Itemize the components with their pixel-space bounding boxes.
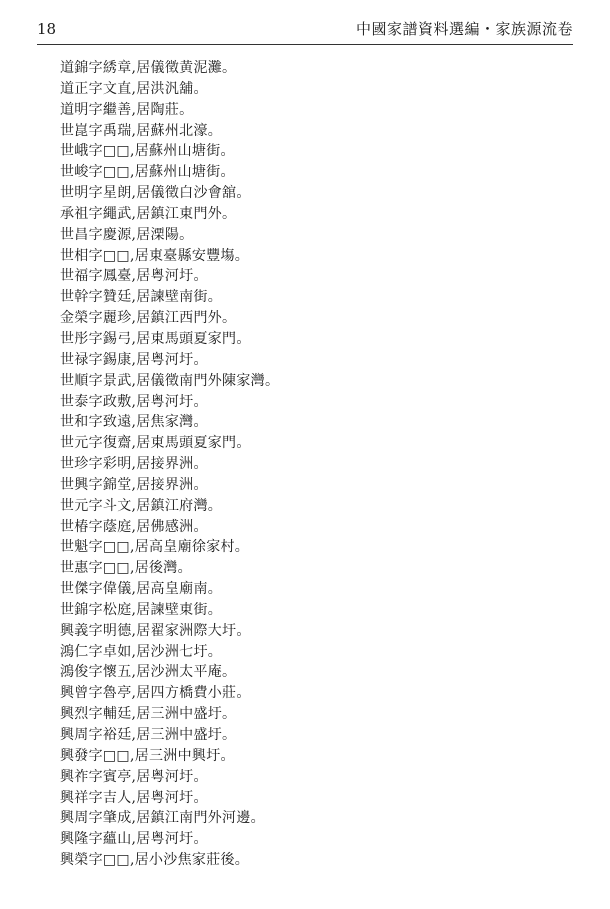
running-title: 中國家譜資料選編・家族源流卷 xyxy=(355,20,573,38)
genealogy-entry: 鴻俊字懷五,居沙洲太平庵。 xyxy=(60,664,237,681)
genealogy-entry: 世惠字□□,居後灣。 xyxy=(60,560,192,577)
genealogy-entry: 世相字□□,居東臺縣安豐塲。 xyxy=(60,247,250,264)
genealogy-entry: 世椿字蔭庭,居佛感洲。 xyxy=(60,518,208,535)
genealogy-entry: 世錦字松庭,居諫壁東街。 xyxy=(60,601,223,618)
genealogy-entry: 世珍字彩明,居接界洲。 xyxy=(60,456,208,473)
genealogy-entry: 世峻字□□,居蘇州山塘街。 xyxy=(60,164,235,181)
genealogy-entry: 道錦字綉章,居儀徵黄泥灘。 xyxy=(60,60,237,76)
genealogy-entry: 世幹字贊廷,居諫壁南街。 xyxy=(60,289,223,306)
header-rule xyxy=(37,44,573,45)
genealogy-entry: 世傑字偉儀,居高皇廟南。 xyxy=(60,581,223,598)
genealogy-entry: 興義字明德,居翟家洲際大圩。 xyxy=(60,622,251,639)
genealogy-entry: 世元字復齋,居東馬頭夏家門。 xyxy=(60,435,251,452)
genealogy-entry: 世魁字□□,居高皇廟徐家村。 xyxy=(60,539,250,556)
genealogy-entry: 世泰字政敷,居粤河圩。 xyxy=(60,393,208,410)
genealogy-entry-list xyxy=(60,58,279,871)
genealogy-entry: 世彤字錫弓,居東馬頭夏家門。 xyxy=(60,330,251,347)
genealogy-entry: 世福字鳳臺,居粤河圩。 xyxy=(60,268,208,285)
genealogy-entry: 世禄字錫康,居粤河圩。 xyxy=(60,351,208,368)
genealogy-entry: 興榮字□□,居小沙焦家莊後。 xyxy=(60,852,250,869)
genealogy-entry: 世順字景武,居儀徵南門外陳家灣。 xyxy=(60,372,280,389)
genealogy-entry: 世崑字禹瑞,居蘇州北濠。 xyxy=(60,122,223,139)
genealogy-entry: 道明字繼善,居陶莊。 xyxy=(60,101,194,118)
genealogy-entry: 興周字肇成,居鎮江南門外河邊。 xyxy=(60,810,265,827)
genealogy-entry: 興祥字吉人,居粤河圩。 xyxy=(60,789,208,806)
genealogy-entry: 世和字致遠,居焦家灣。 xyxy=(60,414,208,431)
genealogy-entry: 興曾字魯亭,居四方橋費小莊。 xyxy=(60,685,251,702)
genealogy-entry: 世峨字□□,居蘇州山塘街。 xyxy=(60,143,235,160)
page-number: 18 xyxy=(37,20,57,38)
genealogy-entry: 世明字星朗,居儀徵白沙會舘。 xyxy=(60,185,251,202)
genealogy-entry: 世昌字慶源,居溧陽。 xyxy=(60,226,194,243)
genealogy-entry: 世興字錦堂,居接界洲。 xyxy=(60,476,208,493)
genealogy-entry: 承祖字繩武,居鎮江東門外。 xyxy=(60,205,237,222)
genealogy-entry: 道正字文直,居洪汎舖。 xyxy=(60,80,208,97)
genealogy-entry: 世元字斗文,居鎮江府灣。 xyxy=(60,497,223,514)
genealogy-entry: 興祚字賓亭,居粤河圩。 xyxy=(60,768,208,785)
genealogy-entry: 興烈字輔廷,居三洲中盛圩。 xyxy=(60,706,237,723)
genealogy-entry: 興隆字蘊山,居粤河圩。 xyxy=(60,831,208,848)
genealogy-entry: 興發字□□,居三洲中興圩。 xyxy=(60,747,235,764)
genealogy-entry: 金榮字麗珍,居鎮江西門外。 xyxy=(60,310,237,327)
genealogy-entry: 興周字裕廷,居三洲中盛圩。 xyxy=(60,727,237,743)
genealogy-entry: 鴻仁字卓如,居沙洲七圩。 xyxy=(60,643,223,660)
page-header xyxy=(37,18,573,40)
